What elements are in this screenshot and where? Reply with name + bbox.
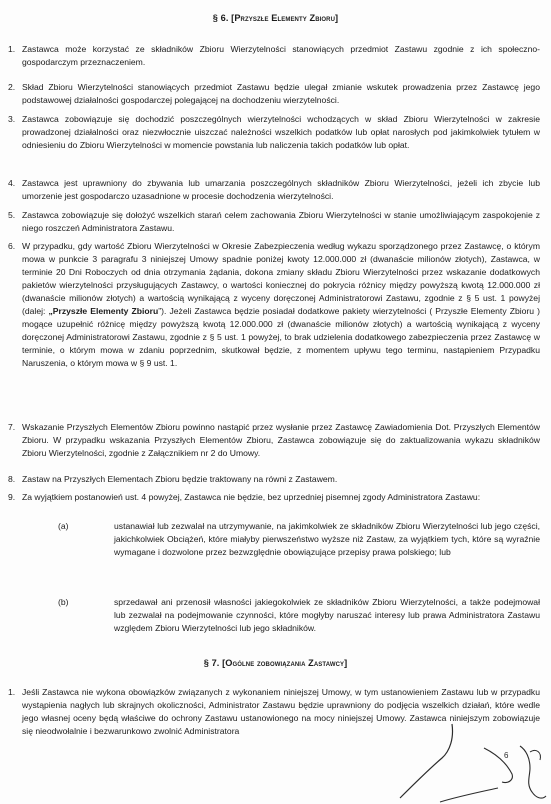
paragraph-text: Jeśli Zastawca nie wykona obowiązków związanych z wykonaniem niniejszej Umowy, w tym ustanowieniem Zastawu lub w przypadku wystąpienia nagłych lub skrajnych okoliczności, Administrator Zastawu będzie uprawniony do podjęcia wszelkich działań, które wedle jego własnej oceny będą właściwe do ochrony Zastawu ustanowionego na mocy niniejszej Umowy. Zastawca niniejszym zobowiązuje się nieodwołalnie i bezwarunkowo zwolnić Administratora: [22, 687, 540, 736]
paragraph-text: Zastawca zobowiązuje się dołożyć wszelkich starań celem zachowania Zbioru Wierzytelności w stanie umożliwiającym zaspokojenie z niego roszczeń Administratora Zastawu.: [22, 210, 540, 233]
paragraph-6-7: [8, 421, 540, 460]
paragraph-number: 5.: [8, 210, 16, 220]
subparagraph-text: ustanawiał lub zezwalał na utrzymywanie, na jakimkolwiek ze składników Zbioru Wierzytelności lub jego części, jakichkolwiek Obciążeń, które miałyby pierwszeństwo wyższe niż Zastaw, za wyjątkiem tych, które są wyraźnie wymagane i dozwolone przez bezwzględnie obowiązujące przepisy prawa polskiego; lub: [114, 521, 540, 557]
paragraph-6-3: [8, 113, 540, 152]
section-7-title: [Ogólne zobowiązania Zastawcy]: [222, 658, 348, 668]
paragraph-text: Zastawca jest uprawniony do zbywania lub umarzania poszczególnych składników Zbioru Wierzytelności, jeżeli ich zbycie lub umorzenie jest gospodarczo uzasadnione w procesie dochodzenia wierzytelności.: [22, 178, 540, 201]
paragraph-number: 2.: [8, 82, 16, 92]
paragraph-6-1: [8, 43, 540, 69]
paragraph-text: Zastawca zobowiązuje się dochodzić poszczególnych wierzytelności wchodzących w skład Zbioru Wierzytelności w zakresie prowadzonej działalności oraz niezwłocznie uiszczać należności wszelkich podatków lub opłat narosłych pod jakimkolwiek tytułem w odniesieniu do Zbioru Wierzytelności w momencie powstania lub naliczenia takich podatków lub opłat.: [22, 114, 540, 150]
paragraph-6-4: [8, 177, 540, 203]
section-6-number: § 6.: [212, 13, 229, 23]
paragraph-number: 1.: [8, 44, 16, 54]
subparagraph-a: [58, 520, 540, 559]
handwritten-signature: [380, 718, 550, 804]
paragraph-number: 8.: [8, 474, 16, 484]
paragraph-text: Zastawca może korzystać ze składników Zbioru Wierzytelności stanowiących przedmiot Zastawu zgodnie z ich społeczno-gospodarczym przeznaczeniem.: [22, 44, 540, 67]
section-7-heading: [0, 658, 551, 668]
paragraph-text: Skład Zbioru Wierzytelności stanowiących przedmiot Zastawu będzie ulegał zmianie wskutek prowadzenia przez Zastawcę jego podstawowej działalności gospodarczej polegającej na dochodzeniu wierzytelności.: [22, 82, 540, 105]
paragraph-number: 7.: [8, 422, 16, 432]
section-7-number: § 7.: [203, 658, 220, 668]
subparagraph-text: sprzedawał ani przenosił własności jakiegokolwiek ze składników Zbioru Wierzytelności, a także podejmował lub zezwalał na podejmowanie czynności, które mogłyby naruszać interesy lub prawa Administratora Zastawu względem Zbioru Wierzytelności lub jego składników.: [114, 597, 540, 633]
paragraph-number: 1.: [8, 687, 16, 697]
paragraph-6-2: [8, 81, 540, 107]
paragraph-text: [22, 240, 540, 370]
section-6-title: [Przyszłe Elementy Zbioru]: [231, 13, 339, 23]
paragraph-6-5: [8, 209, 540, 235]
paragraph-number: 6.: [8, 241, 16, 251]
paragraph-text: Wskazanie Przyszłych Elementów Zbioru powinno nastąpić przez wysłanie przez Zastawcę Zawiadomienia Dot. Przyszłych Elementów Zbioru. W przypadku wskazania Przyszłych Elementów Zbioru, Zastawca zobowiązuje się do zaktualizowania wykazu składników Zbioru Wierzytelności, zgodnie z Załącznikiem nr 2 do Umowy.: [22, 422, 540, 458]
subparagraph-b: [58, 596, 540, 635]
paragraph-text-part-b: ”). Jeżeli Zastawca będzie posiadał dodatkowe pakiety wierzytelności ( Przyszłe Elementy Zbioru ) mogące uzupełnić różnicę między powyższą kwotą 12.000.000 zł (dwanaście milionów złotych) a wartością wynikającą z wyceny doręczonej Administratorowi Zastawu, zgodnie z § 5 ust. 1 powyżej, to brak udzielenia dodatkowego zabezpieczenia przez Zastawcę w terminie, o którym mowa w zdaniu poprzednim, skutkował będzie, z momentem upływu tego terminu, nastąpieniem Przypadku Naruszenia, o którym mowa w § 9 ust. 1.: [22, 306, 540, 368]
paragraph-6-8: [8, 473, 540, 486]
subparagraph-letter: (a): [58, 521, 69, 531]
paragraph-6-9: [8, 491, 540, 504]
paragraph-number: 3.: [8, 114, 16, 124]
section-6-heading: [0, 13, 551, 23]
paragraph-text-part-a: W przypadku, gdy wartość Zbioru Wierzytelności w Okresie Zabezpieczenia według wykazu sporządzonego przez Zastawcę, o którym mowa w punkcie 3 paragrafu 3 niniejszej Umowy spadnie poniżej kwoty 12.000.000 zł (dwanaście milionów złotych), Zastawca, w terminie 20 Dni Roboczych od dnia otrzymania żądania, dokona zmiany składu Zbioru Wierzytelności przez wskazanie dodatkowych pakietów wierzytelności przysługujących Zastawcy, o wartości koniecznej do pokrycia różnicy między powyższą kwotą 12.000.000 zł (dwanaście milionów złotych) a wartością wynikającą z wyceny doręczonej Administratorowi Zastawu, zgodnie z § 5 ust. 1 powyżej (dalej:: [22, 241, 540, 316]
defined-term-przyszle-elementy: „Przyszłe Elementy Zbioru: [48, 306, 159, 316]
page-number: 6: [504, 751, 509, 760]
paragraph-text: Za wyjątkiem postanowień ust. 4 powyżej, Zastawca nie będzie, bez uprzedniej pisemnej zgody Administratora Zastawu:: [22, 492, 481, 502]
paragraph-number: 9.: [8, 492, 16, 502]
paragraph-number: 4.: [8, 178, 16, 188]
subparagraph-letter: (b): [58, 597, 69, 607]
paragraph-text: Zastaw na Przyszłych Elementach Zbioru będzie traktowany na równi z Zastawem.: [22, 474, 338, 484]
paragraph-6-6: [8, 240, 540, 370]
